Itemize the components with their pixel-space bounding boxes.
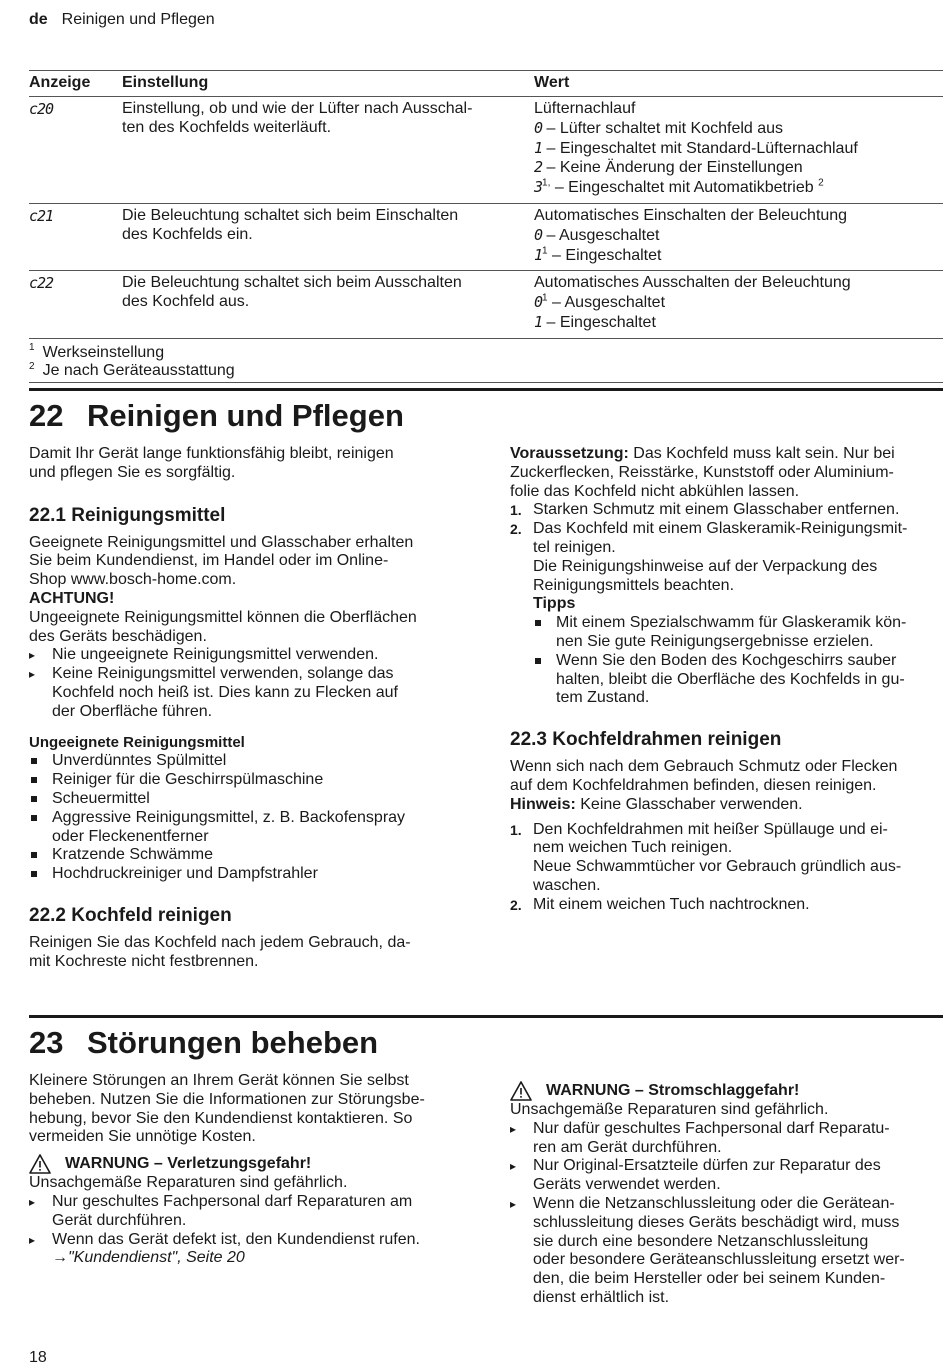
warning-triangle-icon [510, 1081, 532, 1101]
list-item: ▸ Wenn das Gerät defekt ist, den Kundendienst rufen. →"Kundendienst", Seite 20 [29, 1231, 461, 1269]
list-item: ▸ Nie ungeeignete Reinigungsmittel verwenden. [29, 646, 461, 665]
caution-list [29, 646, 461, 721]
steps-list [510, 501, 942, 595]
table-row [29, 271, 943, 338]
settings-table [29, 70, 943, 383]
value-option: 1 – Eingeschaltet [534, 312, 656, 331]
language-code: de [29, 11, 48, 28]
list-item: ▸ Wenn die Netzanschlussleitung oder die Gerätean- schlussleitung dieses Geräts beschädigt wird, muss sie durch eine besondere Netzanschlussleitung oder besondere Geräteanschlussleitung ersetzt wer- den, die beim Hersteller oder bei seinem Kunden- dienst erhältlich ist. [510, 1195, 942, 1308]
setting-text: ten des Kochfelds weiterläuft. [122, 118, 332, 136]
list-item: 1. Starken Schmutz mit einem Glasschaber entfernen. [510, 501, 900, 519]
value-option: 2 – Keine Änderung der Einstellungen [534, 158, 803, 177]
list-item: Kratzende Schwämme [29, 846, 461, 865]
list-item: Wenn Sie den Boden des Kochgeschirrs sauber halten, bleibt die Oberfläche des Kochfelds in gu- tem Zustand. [533, 652, 942, 708]
chapter-title [29, 398, 404, 434]
header-title: Reinigen und Pflegen [61, 11, 215, 28]
right-column [510, 445, 942, 915]
value-option: 0 – Lüfter schaltet mit Kochfeld aus [534, 118, 784, 137]
cross-reference-link[interactable]: "Kundendienst", Seite 20 [68, 1249, 245, 1267]
list-item: ▸ Nur Original-Ersatzteile dürfen zur Reparatur des Geräts verwendet werden. [510, 1157, 942, 1195]
table-header-row [29, 71, 943, 97]
intro-text: Kleinere Störungen an Ihrem Gerät können Sie selbst beheben. Nutzen Sie die Informationen zur Störungsbe- hebung, bevor Sie den Kundendienst kontaktieren. So vermeiden Sie unnötige Kosten. [29, 1072, 425, 1146]
warning-text: Unsachgemäße Reparaturen sind gefährlich. [29, 1174, 348, 1192]
paragraph: Reinigen Sie das Kochfeld nach jedem Gebrauch, da- mit Kochreste nicht festbrennen. [29, 933, 411, 970]
display-code: c22 [29, 274, 54, 293]
list-item: ▸ Nur dafür geschultes Fachpersonal darf Reparatu- ren am Gerät durchführen. [510, 1120, 942, 1158]
table-row [29, 204, 943, 271]
left-column [29, 445, 461, 972]
chapter-number: 22 [29, 398, 64, 433]
warning-heading: WARNUNG – Stromschlaggefahr! [510, 1081, 942, 1101]
prerequisite: Voraussetzung: Das Kochfeld muss kalt sein. Nur bei Zuckerflecken, Reisstärke, Kunststoff oder Aluminium- folie das Kochfeld nicht abkühlen lassen. [510, 445, 895, 500]
footnote: $^2$ Je nach Geräteausstattung [29, 360, 235, 380]
paragraph: Geeignete Reinigungsmittel und Glasschaber erhalten Sie beim Kundendienst, im Handel oder im Online- Shop www.bosch-home.com. [29, 533, 414, 589]
setting-text: Die Beleuchtung schaltet sich beim Ausschalten [122, 274, 462, 292]
caution-text: Ungeeignete Reinigungsmittel können die Oberflächen des Geräts beschädigen. [29, 608, 417, 645]
list-item: Reiniger für die Geschirrspülmaschine [29, 771, 461, 790]
value-title: Automatisches Ausschalten der Beleuchtung [534, 274, 851, 292]
list-item: Aggressive Reinigungsmittel, z. B. Backofenspray oder Fleckenentferner [29, 809, 461, 847]
section-heading: 22.1 Reinigungsmittel [29, 504, 226, 526]
list-item: ▸ Keine Reinigungsmittel verwenden, solange das Kochfeld noch heiß ist. Dies kann zu Flecken auf der Oberfläche führen. [29, 665, 461, 721]
column-header-setting: Einstellung [122, 74, 209, 92]
value-option: 1 – Eingeschaltet mit Standard-Lüfternachlauf [534, 138, 858, 157]
setting-text: des Kochfeld aus. [122, 293, 250, 311]
list-item: 2. Mit einem weichen Tuch nachtrocknen. [510, 895, 810, 913]
warning-list [29, 1193, 461, 1268]
tips-box [510, 595, 942, 708]
value-title: Automatisches Einschalten der Beleuchtung [534, 206, 848, 224]
display-code: c21 [29, 206, 54, 225]
chapter-title-text: Störungen beheben [87, 1025, 379, 1060]
value-option: 0 – Ausgeschaltet [534, 225, 660, 244]
warning-text: Unsachgemäße Reparaturen sind gefährlich. [510, 1101, 829, 1118]
setting-text: Einstellung, ob und wie der Lüfter nach Ausschal- [122, 100, 473, 117]
chapter-title-text: Reinigen und Pflegen [87, 398, 404, 433]
list-item: Mit einem Spezialschwamm für Glaskeramik kön- nen Sie gute Reinigungsergebnisse erzielen. [533, 614, 942, 652]
tips-title: Tipps [533, 595, 576, 613]
footnote: $^1$ Werkseinstellung [29, 342, 165, 361]
list-item: Scheuermittel [29, 790, 461, 809]
list-item: ▸ Nur geschultes Fachpersonal darf Reparaturen am Gerät durchführen. [29, 1193, 461, 1231]
hint: Hinweis: Keine Glasschaber verwenden. [510, 795, 803, 813]
table-row [29, 97, 943, 204]
section-heading: 22.2 Kochfeld reinigen [29, 904, 232, 926]
value-title: Lüfternachlauf [534, 100, 636, 117]
arrow-right-icon: → [52, 1249, 68, 1267]
list-item: 1. Den Kochfeldrahmen mit heißer Spüllauge und ei- nem weichen Tuch reinigen. Neue Schwammtücher vor Gebrauch gründlich aus- waschen. [510, 820, 902, 894]
display-code: c20 [29, 100, 54, 118]
list-item: 2. Das Kochfeld mit einem Glaskeramik-Reinigungsmit- tel reinigen. Die Reinigungshinweise auf der Verpackung des Reinigungsmittels beachten. [510, 520, 908, 594]
subheading: Ungeeignete Reinigungsmittel [29, 733, 245, 751]
paragraph: Wenn sich nach dem Gebrauch Schmutz oder Flecken auf dem Kochfeldrahmen befinden, diesen reinigen. [510, 758, 898, 794]
unsuitable-list [29, 752, 461, 884]
value-option: $0^1$ – Ausgeschaltet [534, 292, 666, 312]
setting-text: Die Beleuchtung schaltet sich beim Einschalten [122, 206, 459, 224]
warning-list [510, 1120, 942, 1308]
setting-text: des Kochfelds ein. [122, 225, 253, 243]
warning-triangle-icon [29, 1154, 51, 1174]
chapter-number: 23 [29, 1025, 64, 1060]
table-footnotes [29, 339, 943, 383]
value-option: $3^{1,}$ – Eingeschaltet mit Automatikbetrieb $^2$ [534, 177, 824, 197]
chapter-divider [29, 1015, 943, 1018]
intro-text: Damit Ihr Gerät lange funktionsfähig bleibt, reinigen und pflegen Sie es sorgfältig. [29, 445, 394, 481]
list-item: Unverdünntes Spülmittel [29, 752, 461, 771]
warning-heading: WARNUNG – Verletzungsgefahr! [29, 1154, 461, 1174]
steps-list [510, 821, 942, 915]
section-heading: 22.3 Kochfeldrahmen reinigen [510, 729, 782, 751]
caution-label: ACHTUNG! [29, 589, 115, 607]
page-header [29, 11, 215, 30]
left-column [29, 1072, 461, 1268]
value-option: $1^1$ – Eingeschaltet [534, 245, 662, 264]
list-item: Hochdruckreiniger und Dampfstrahler [29, 865, 461, 884]
page-number: 18 [29, 1349, 47, 1366]
right-column [510, 1081, 942, 1308]
column-header-display: Anzeige [29, 74, 91, 92]
column-header-value: Wert [534, 74, 570, 92]
chapter-divider [29, 388, 943, 391]
chapter-title [29, 1025, 378, 1061]
